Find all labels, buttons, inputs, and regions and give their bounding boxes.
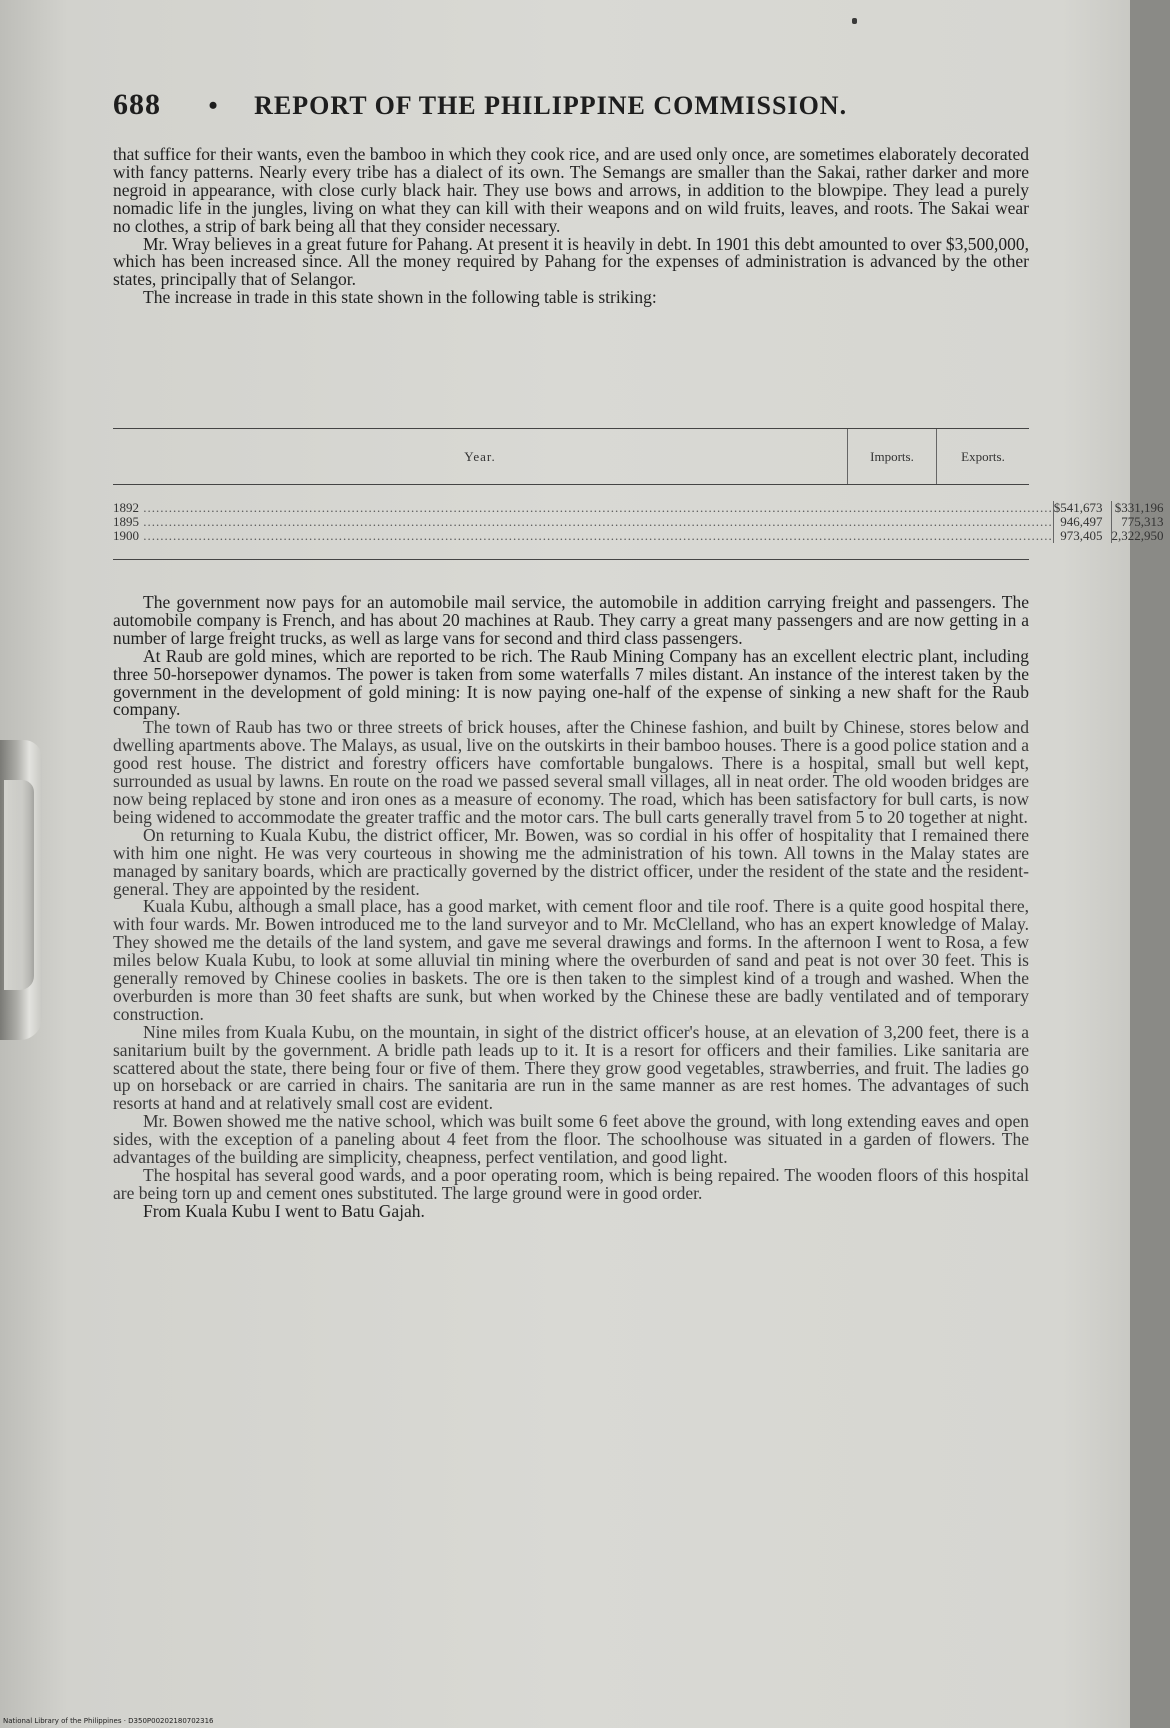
- col-header-imports: Imports.: [847, 429, 936, 484]
- table-header: [113, 429, 1029, 485]
- binding-clip-highlight: [4, 780, 34, 990]
- exports-column: [1111, 501, 1170, 543]
- paragraph: that suffice for their wants, even the bamboo in which they cook rice, and are used only once, are sometimes elaborately decorated with fancy patterns. Nearly every tribe has a dialect of its own. The Semangs are smaller than the Sakai, rather darker and more negroid in appearance, with close curly black hair. They use bows and arrows, in addition to the blowpipe. They lead a purely nomadic life in the jungles, living on what they can kill with their weapons and on wild fruits, leaves, and roots. The Sakai wear no clothes, a strip of bark being all that they consider necessary.: [113, 144, 1029, 236]
- body-text-bottom: [113, 594, 1029, 1221]
- table-cell-imports: 946,497: [1060, 514, 1103, 529]
- paragraph: The hospital has several good wards, and a poor operating room, which is being repaired. The wooden floors of this hospital are being torn up and cement ones substituted. The large ground were in good order.: [113, 1165, 1029, 1203]
- paragraph: From Kuala Kubu I went to Batu Gajah.: [143, 1200, 425, 1221]
- paragraph: Mr. Wray believes in a great future for Pahang. At present it is heavily in debt. In 1901 this debt amounted to over $3,500,000, which has been increased since. All the money required by Pahang for the expenses of administration is advanced by the other states, principally that of Selangor.: [113, 233, 1029, 290]
- page-header: [113, 88, 1023, 122]
- table-cell-year: 1892 .....: [113, 501, 1053, 515]
- imports-column: [1053, 501, 1111, 543]
- paragraph: Kuala Kubu, although a small place, has a good market, with cement floor and tile roof. There is a quite good hospital there, with four wards. Mr. Bowen introduced me to the land surveyor and to Mr. McClelland, who has an expert knowledge of Malay. They showed me the details of the land system, and gave me several drawings and forms. In the afternoon I went to Rosa, a few miles below Kuala Kubu, to look at some alluvial tin mining where the overburden of sand and peat is not over 30 feet. This is generally removed by Chinese coolies in baskets. The ore is then taken to the simplest kind of a trough and washed. When the overburden is more than 30 feet shafts are sunk, but when worked by the Chinese these are badly ventilated and of temporary construction.: [113, 896, 1029, 1024]
- col-header-year: Year.: [464, 448, 496, 464]
- paragraph: At Raub are gold mines, which are reported to be rich. The Raub Mining Company has an excellent electric plant, including three 50-horsepower dynamos. The power is taken from some waterfalls 7 miles distant. An instance of the interest taken by the government in the development of gold mining: It is now paying one-half of the expense of sinking a new shaft for the Raub company.: [113, 645, 1029, 720]
- year-column: [113, 501, 1053, 543]
- paragraph: Nine miles from Kuala Kubu, on the mountain, in sight of the district officer's house, at an elevation of 3,200 feet, there is a sanitarium built by the government. A bridle path leads up to it. It is a resort for officers and their families. Like sanitaria are scattered about the state, there being four or five of them. There they grow good vegetables, strawberries, and fruit. The ladies go up on horseback or are carried in chairs. The sanitaria are run in the same manner as are rest homes. The advantages of such resorts at hand and at relatively small cost are evident.: [113, 1021, 1029, 1114]
- table-cell-exports: 2,322,950: [1111, 528, 1164, 543]
- col-header-exports: Exports.: [936, 429, 1029, 484]
- table-cell-year: 1895 .....: [113, 515, 1053, 529]
- archive-footer: National Library of the Philippines · D350P00202180702316: [3, 1717, 214, 1725]
- running-title: REPORT OF THE PHILIPPINE COMMISSION.: [254, 91, 848, 120]
- paragraph: The town of Raub has two or three streets of brick houses, after the Chinese fashion, and built by Chinese, stores below and dwelling apartments above. The Malays, as usual, live on the outskirts in their bamboo houses. There is a good police station and a good rest house. The district and forestry officers have comfortable bungalows. There is a hospital, small but well kept, surrounded as usual by lawns. En route on the road we passed several small villages, all in neat order. The old wooden bridges are now being replaced by stone and iron ones as a measure of economy. The road, which has been satisfactory for bull carts, is now being widened to accommodate the greater traffic and the motor cars. The bull carts generally travel from 5 to 20 together at night.: [113, 717, 1029, 827]
- table-cell-exports: $331,196: [1114, 500, 1164, 515]
- page-number: 688: [113, 88, 161, 121]
- header-bullet: •: [208, 91, 219, 120]
- body-text-top: [113, 146, 1029, 307]
- table-cell-imports: $541,673: [1053, 500, 1103, 515]
- table-body: [113, 485, 1164, 559]
- table-cell-exports: 775,313: [1121, 514, 1164, 529]
- paragraph: The increase in trade in this state shown in the following table is striking:: [143, 287, 657, 308]
- paragraph: Mr. Bowen showed me the native school, which was built some 6 feet above the ground, with long extending eaves and open sides, with the exception of a paneling about 4 feet from the floor. The schoolhouse was situated in a garden of flowers. The advantages of the building are simplicity, cheapness, perfect ventilation, and good light.: [113, 1111, 1029, 1168]
- ink-speck: [852, 18, 857, 24]
- table-cell-year: 1900 .....: [113, 529, 1053, 543]
- paragraph: The government now pays for an automobile mail service, the automobile in addition carrying freight and passengers. The automobile company is French, and has about 20 machines at Raub. They carry a great many passengers and are now getting in a number of large freight trucks, as well as large vans for second and third class passengers.: [113, 592, 1029, 648]
- paragraph: On returning to Kuala Kubu, the district officer, Mr. Bowen, was so cordial in his offer of hospitality that I remained there with him one night. He was very courteous in showing me the administration of his town. All towns in the Malay states are managed by sanitary boards, which are practically governed by the district officer, under the resident of the state and the resident-general. They are appointed by the resident.: [113, 824, 1029, 899]
- trade-table: [113, 428, 1164, 560]
- table-cell-imports: 973,405: [1060, 528, 1103, 543]
